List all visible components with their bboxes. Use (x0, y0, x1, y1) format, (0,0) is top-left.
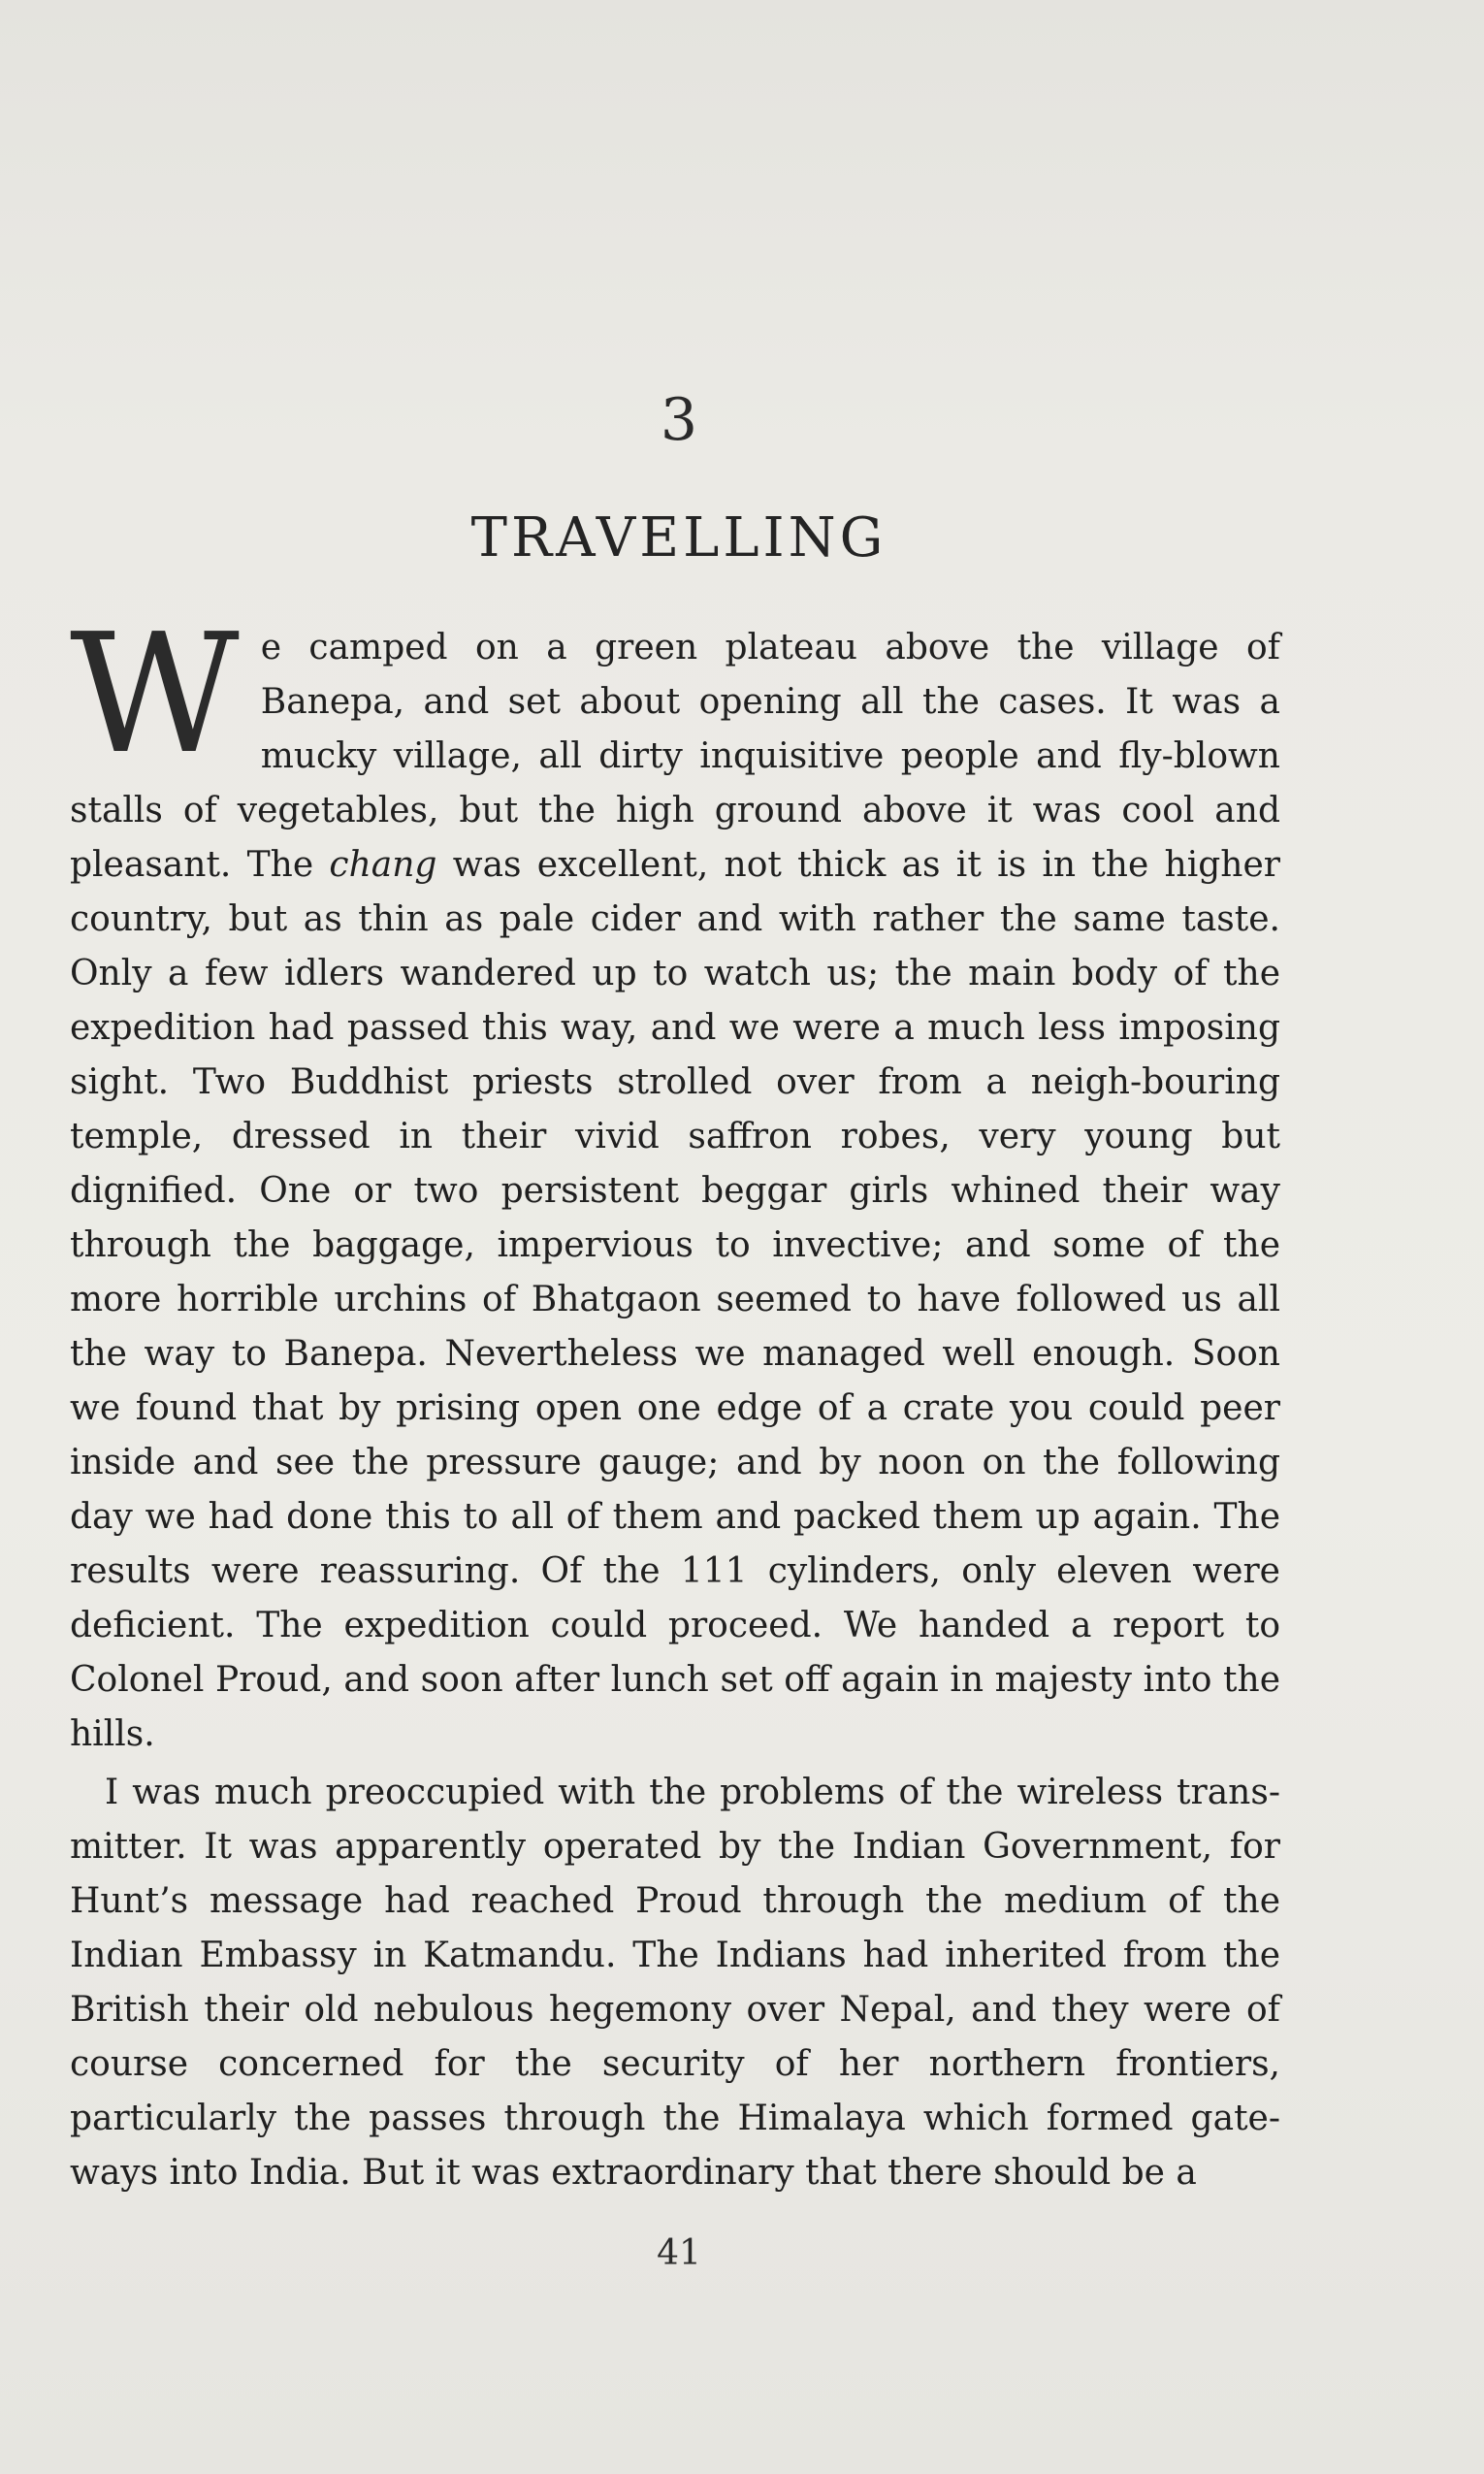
body-text (70, 599, 1280, 2200)
drop-cap: W (70, 599, 240, 791)
italic-word: chang (329, 845, 437, 885)
chapter-number: 3 (660, 386, 698, 454)
paragraph-1-text-a: e camped on a green plateau above the village of Banepa, and set about opening all the cases. It was a mucky village, all dirty inquisitive people and fly-blown stalls of vegetables, but the high ground above it was cool and pleasant. The (70, 628, 1280, 885)
paragraph-1 (70, 599, 1280, 1762)
paragraph-2: I was much preoccupied with the problems of the wireless trans-mitter. It was apparently operated by the Indian Government, for Hunt’s message had reached Proud through the medium of the Indian Embassy in Katmandu. The Indians had inherited from the British their old nebulous hegemony over Nepal, and they were of course concerned for the security of her northern frontiers, particularly the passes through the Himalaya which formed gate-ways into India. But it was extraordinary that there should be a (70, 1773, 1280, 2193)
chapter-title: TRAVELLING (470, 506, 887, 570)
paragraph-1-text-b: was excellent, not thick as it is in the higher country, but as thin as pale cider and with rather the same taste. Only a few idlers wandered up to watch us; the main body of the expedition had passed this way, and we were a much less imposing sight. Two Buddhist priests strolled over from a neigh-bouring temple, dressed in their vivid saffron robes, very young but dignified. One or two persistent beggar girls whined their way through the baggage, impervious to invective; and some of the more horrible urchins of Bhatgaon seemed to have followed us all the way to Banepa. Nevertheless we managed well enough. Soon we found that by prising open one edge of a crate you could peer inside and see the pressure gauge; and by noon on the following day we had done this to all of them and packed them up again. The results were reassuring. Of the 111 cylinders, only eleven were deficient. The expedition could proceed. We handed a report to Colonel Proud, and soon after lunch set off again in majesty into the hills. (70, 845, 1280, 1754)
page-number: 41 (657, 2233, 701, 2273)
